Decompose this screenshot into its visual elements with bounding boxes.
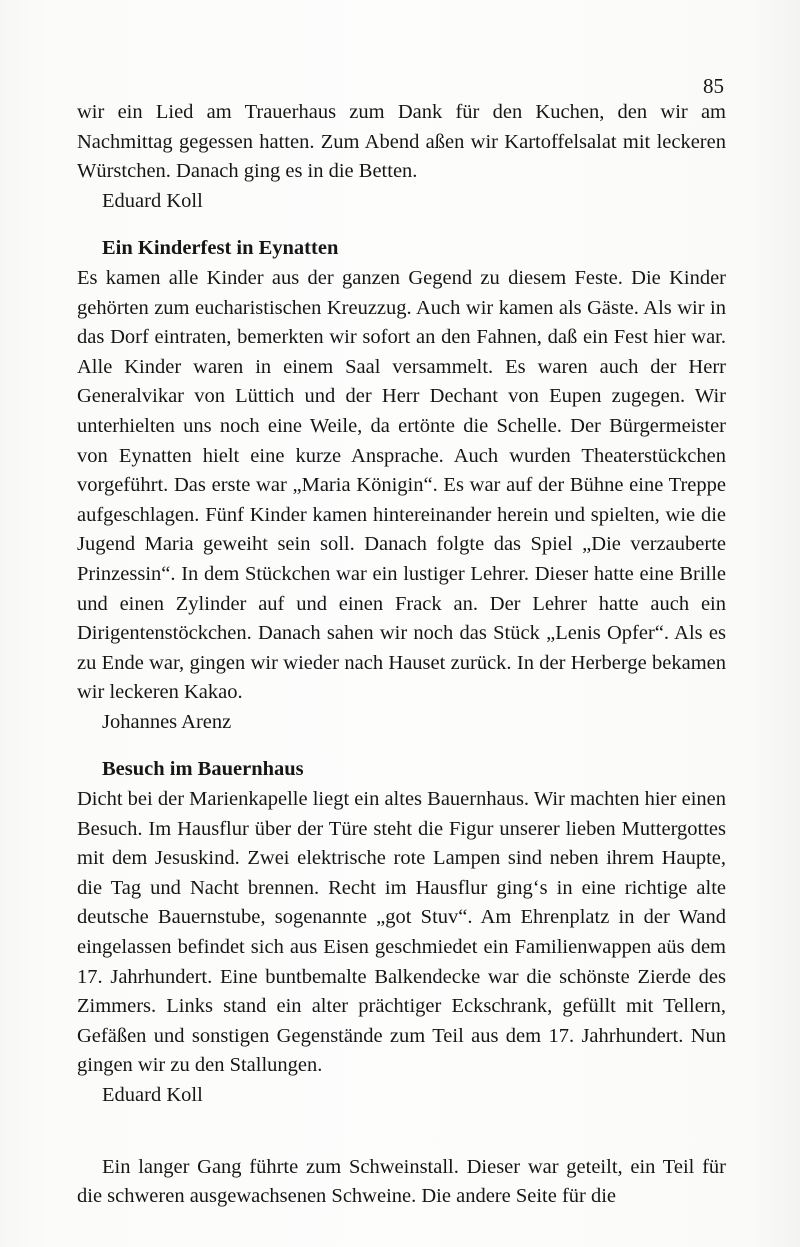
spacer — [77, 1111, 726, 1153]
author-signature: Eduard Koll — [102, 1084, 203, 1106]
paragraph: Dicht bei der Marienkapelle liegt ein altes Bauernhaus. Wir machten hier einen Besuch. Im Hausflur über der Türe steht die Figur unserer lieben Muttergottes mit dem Jesuskind. Zwei elektrische rote Lampen sind neben ihrem Haupte, die Tag und Nacht brennen. Recht im Hausflur ging‘s in eine richtige alte deutsche Bauernstube, sogenannte „got Stuv“. Am Ehrenplatz in der Wand eingelassen befindet sich aus Eisen geschmiedet ein Familienwappen aüs dem 17. Jahrhundert. Eine buntbemalte Balkendecke war die schönste Zierde des Zimmers. Links stand ein alter prächtiger Eckschrank, gefüllt mit Tellern, Gefäßen und sonstigen Gegenstände zum Teil aus dem 17. Jahrhundert. Nun gingen wir zu den Stallungen. — [77, 788, 726, 1077]
author-signature: Johannes Arenz — [102, 710, 232, 733]
section-heading: Besuch im Bauernhaus — [102, 758, 304, 781]
section-heading: Ein Kinderfest in Eynatten — [102, 237, 339, 260]
paragraph: Es kamen alle Kinder aus der ganzen Gegend zu diesem Feste. Die Kinder gehörten zum eucharistischen Kreuzzug. Auch wir kamen als Gäste. Als wir in das Dorf eintraten, bemerkten wir sofort an den Fahnen, daß ein Fest hier war. Alle Kinder waren in einem Saal versammelt. Es waren auch der Herr Generalvikar von Lüttich und der Herr Dechant von Eupen zugegen. Wir unterhielten uns noch eine Weile, da ertönte die Schelle. Der Bürgermeister von Eynatten hielt eine kurze Ansprache. Auch wurden Theaterstückchen vorgeführt. Das erste war „Maria Königin“. Es war auf der Bühne eine Treppe aufgeschlagen. Fünf Kinder kamen hintereinander herein und spielten, wie die Jugend Maria geweiht sein soll. Danach folgte das Spiel „Die verzauberte Prinzessin“. In dem Stückchen war ein lustiger Lehrer. Dieser hatte eine Brille und einen Zylinder auf und einen Frack an. Der Lehrer hatte auch ein Dirigentenstöckchen. Danach sahen wir noch das Stück „Lenis Opfer“. Als es zu Ende war, gingen wir wieder nach Hauset zurück. In der Herberge bekamen wir leckeren Kakao. — [77, 266, 726, 704]
page-text — [77, 98, 726, 1212]
spacer — [77, 737, 726, 755]
spacer — [77, 216, 726, 234]
paragraph-continuation: wir ein Lied am Trauerhaus zum Dank für den Kuchen, den wir am Nachmittag gegessen hatten. Zum Abend aßen wir Kartoffelsalat mit leckeren Würstchen. Danach ging es in die Betten. — [77, 101, 726, 183]
author-signature: Eduard Koll — [102, 189, 203, 212]
page-number: 85 — [703, 74, 724, 98]
paragraph: Ein langer Gang führte zum Schweinstall. Dieser war geteilt, ein Teil für die schweren ausgewachsenen Schweine. Die andere Seite für die — [77, 1155, 726, 1208]
